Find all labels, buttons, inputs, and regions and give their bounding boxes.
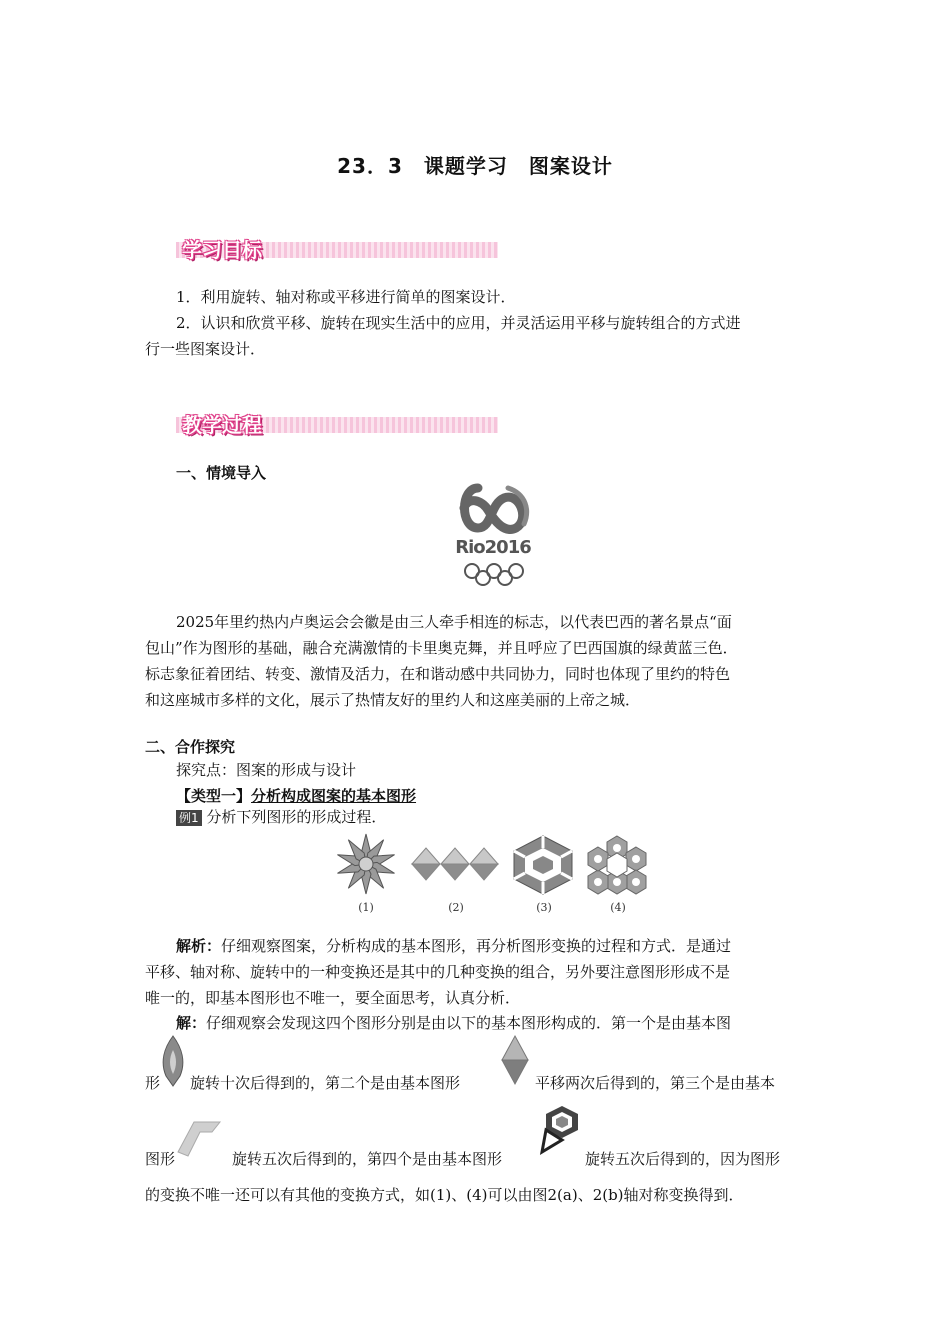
petal-shape-icon bbox=[160, 1034, 186, 1088]
objectives-banner bbox=[176, 234, 498, 264]
intro-line-1: 2025年里约热内卢奥运会会徽是由三人牵手相连的标志，以代表巴西的著名景点“面 bbox=[176, 613, 732, 631]
rio-logo bbox=[448, 480, 538, 590]
olympic-rings-icon bbox=[462, 562, 526, 588]
example-tag: 例1 bbox=[176, 810, 202, 826]
analysis-line-1 bbox=[176, 933, 731, 959]
chevron-shape-icon bbox=[176, 1118, 226, 1164]
objective-2-cont: 行一些图案设计． bbox=[145, 340, 266, 358]
hexagon-kite-shape-icon bbox=[538, 1104, 586, 1164]
analysis-line-2: 平移、轴对称、旋转中的一种变换还是其中的几种变换的组合，另外要注意图形形成不是 bbox=[145, 963, 731, 981]
solution-label: 解： bbox=[176, 1014, 207, 1032]
rio-wordmark: Rio2016 bbox=[455, 537, 531, 558]
example-text: 分析下列图形的形成过程． bbox=[206, 808, 387, 826]
process-banner-label: 教学过程 bbox=[182, 413, 262, 437]
figure-label-1: (1) bbox=[358, 901, 374, 914]
solution-r2b: 旋转十次后得到的，第二个是由基本图形 bbox=[190, 1074, 461, 1092]
example-line bbox=[176, 804, 386, 830]
solution-r2a: 形 bbox=[145, 1074, 161, 1092]
diamond-shape-icon bbox=[500, 1034, 530, 1086]
figure-label-2: (2) bbox=[448, 901, 464, 914]
explore-point: 探究点：图案的形成与设计 bbox=[176, 761, 357, 779]
solution-r3c: 旋转五次后得到的，因为图形 bbox=[585, 1150, 781, 1168]
flower-figure-icon bbox=[330, 832, 402, 896]
solution-r2c: 平移两次后得到的，第三个是由基本 bbox=[535, 1074, 776, 1092]
figure-label-3: (3) bbox=[536, 901, 552, 914]
intro-line-4: 和这座城市多样的文化，展示了热情友好的里约人和这座美丽的上帝之城． bbox=[145, 691, 641, 709]
solution-r3b: 旋转五次后得到的，第四个是由基本图形 bbox=[232, 1150, 503, 1168]
process-banner bbox=[176, 409, 498, 439]
solution-r3a: 图形 bbox=[145, 1150, 176, 1168]
analysis-line-3: 唯一的，即基本图形也不唯一，要全面思考，认真分析． bbox=[145, 989, 521, 1007]
type-title: 分析构成图案的基本图形 bbox=[251, 787, 417, 805]
intro-line-2: 包山”作为图形的基础，融合充满激情的卡里奥克舞，并且呼应了巴西国旗的绿黄蓝三色． bbox=[145, 639, 738, 657]
objective-2: 2．认识和欣赏平移、旋转在现实生活中的应用，并灵活运用平移与旋转组合的方式进 bbox=[176, 314, 741, 332]
solution-last-line: 的变换不唯一还可以有其他的变换方式，如(1)、(4)可以由图2(a)、2(b)轴对称变换得到． bbox=[145, 1186, 744, 1204]
solution-text-1: 仔细观察会发现这四个图形分别是由以下的基本图形构成的．第一个是由基本图 bbox=[206, 1014, 732, 1032]
page-title: 23．3 课题学习 图案设计 bbox=[337, 154, 613, 178]
example-figures bbox=[330, 832, 630, 922]
objectives-banner-label: 学习目标 bbox=[182, 238, 262, 262]
section2-heading: 二、合作探究 bbox=[145, 738, 236, 756]
solution-line-1 bbox=[176, 1010, 731, 1036]
objective-1: 1．利用旋转、轴对称或平移进行简单的图案设计． bbox=[176, 288, 516, 306]
hexagon-chevron-figure-icon bbox=[508, 834, 578, 896]
hexagon-pattern-figure-icon bbox=[584, 832, 650, 898]
type-prefix: 【类型一】 bbox=[176, 787, 252, 805]
section1-heading: 一、情境导入 bbox=[176, 464, 267, 482]
analysis-label: 解析： bbox=[176, 937, 222, 955]
intro-line-3: 标志象征着团结、转变、激情及活力，在和谐动感中共同协力，同时也体现了里约的特色 bbox=[145, 665, 731, 683]
diamonds-figure-icon bbox=[410, 846, 502, 882]
analysis-text-1: 仔细观察图案，分析构成的基本图形，再分析图形变换的过程和方式．是通过 bbox=[221, 937, 732, 955]
figure-label-4: (4) bbox=[610, 901, 626, 914]
